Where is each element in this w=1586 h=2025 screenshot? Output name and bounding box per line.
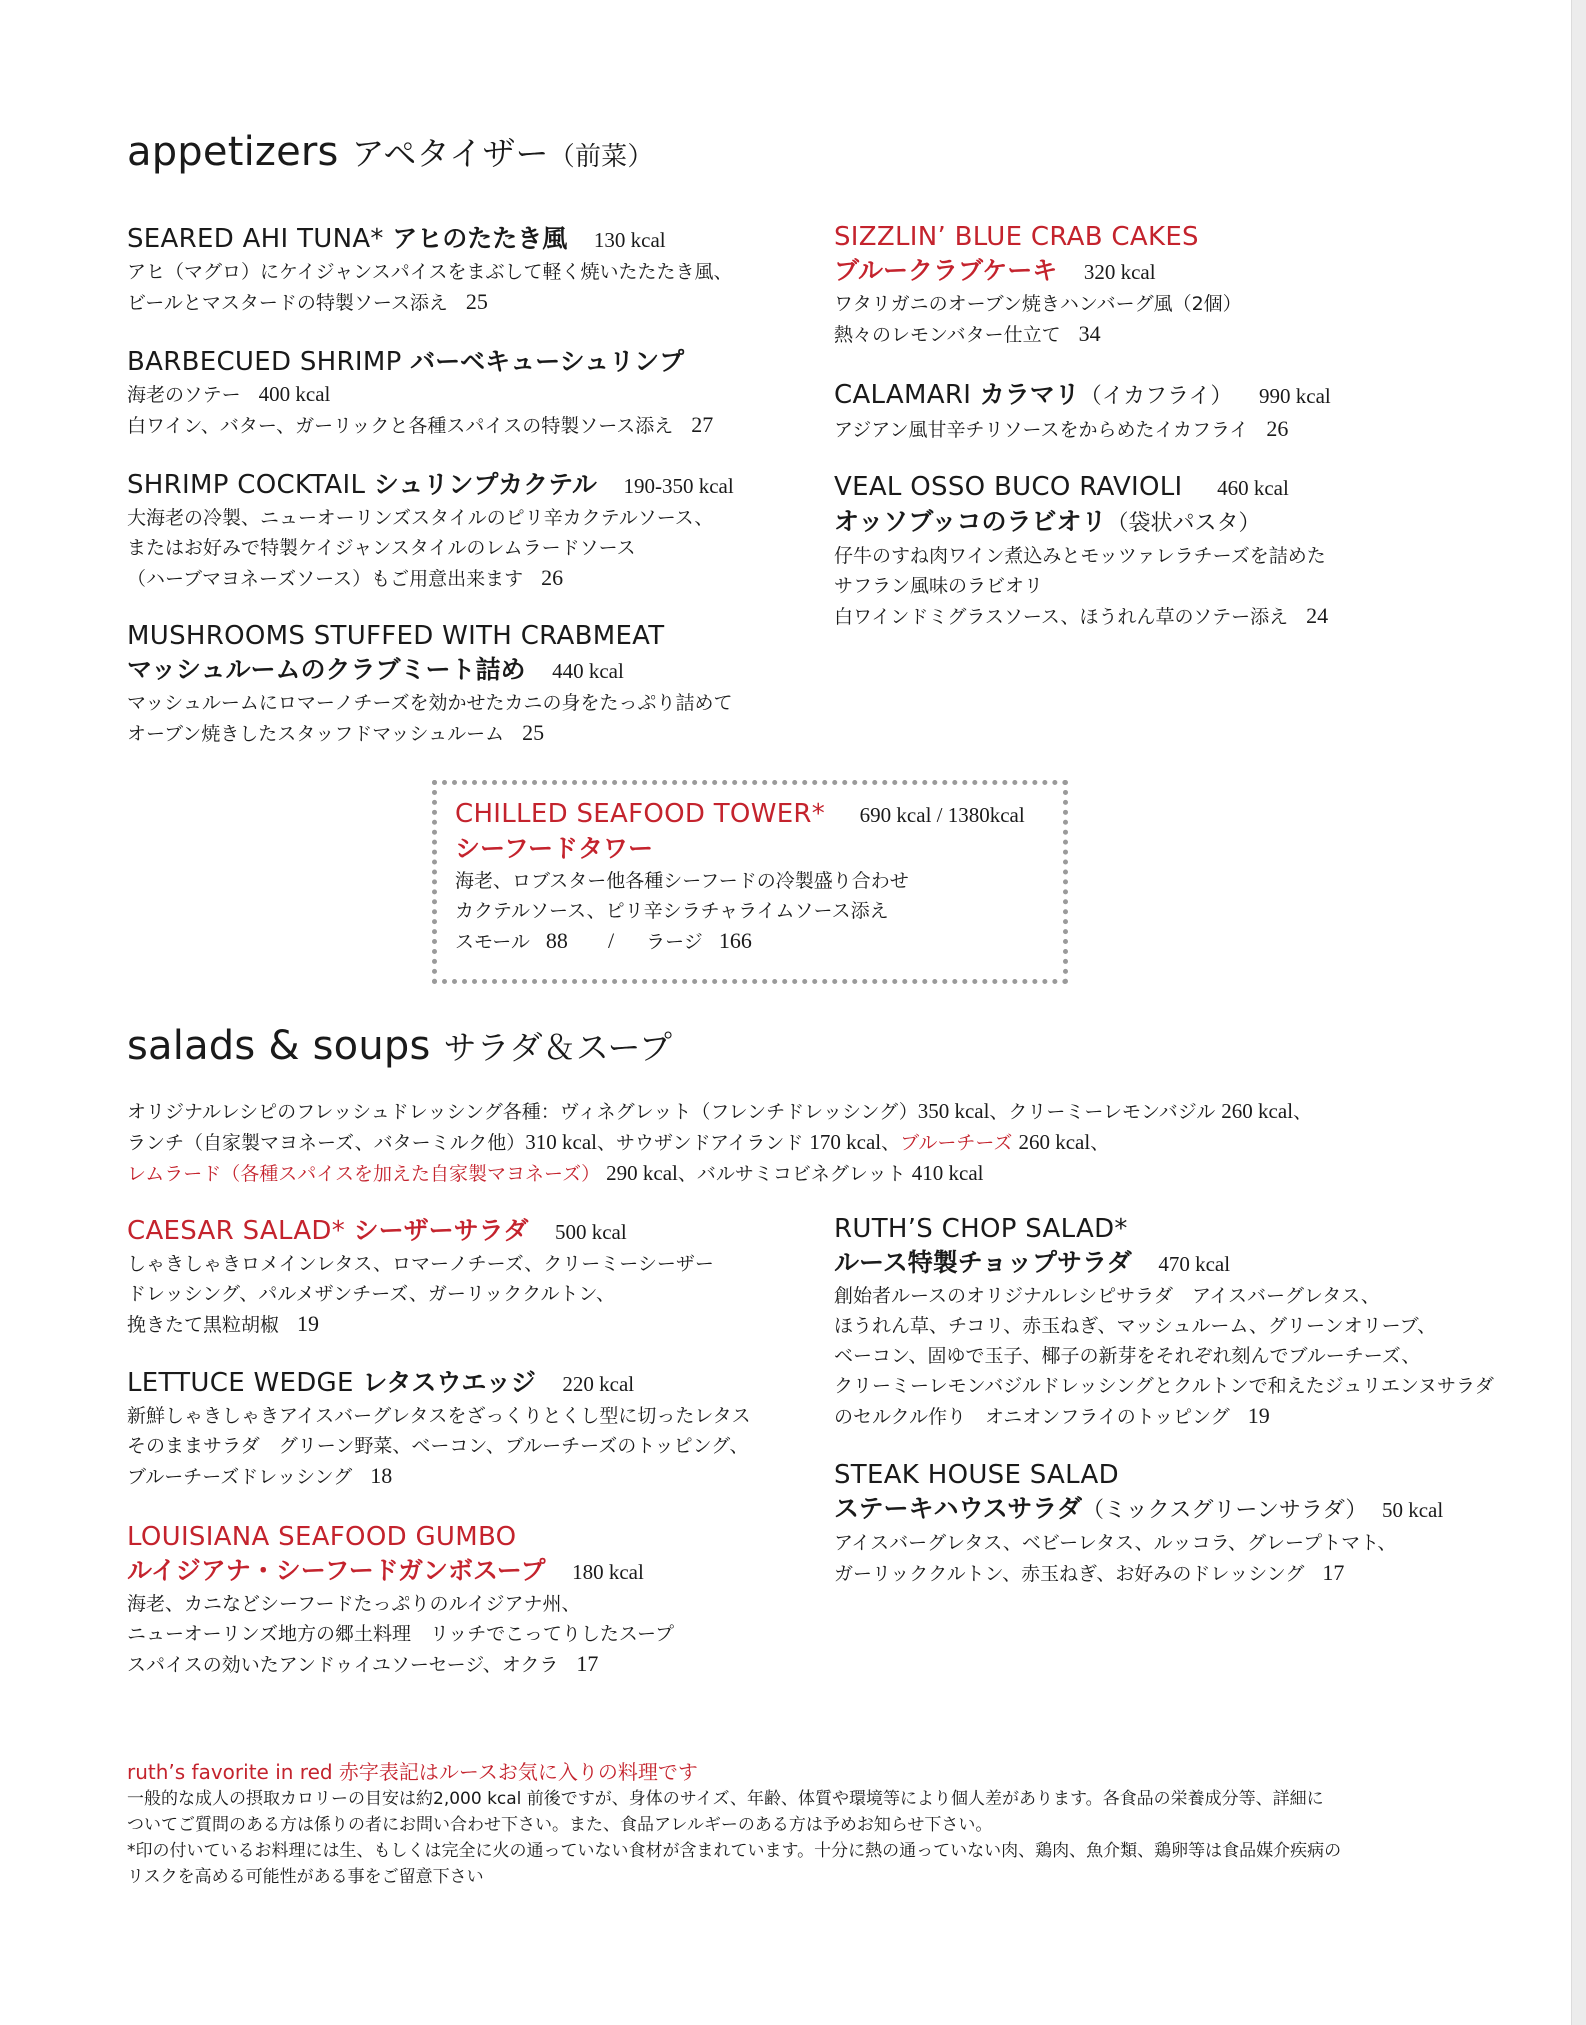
item-desc: 新鮮しゃきしゃきアイスバーグレタスをざっくりとくし型に切ったレタス [127, 1405, 751, 1427]
dressing-favorite: ブルーチーズ [900, 1132, 1013, 1154]
menu-item-seared-ahi-tuna [127, 222, 733, 318]
item-desc: クリーミーレモンバジルドレッシングとクルトンで和えたジュリエンヌサラダ [834, 1375, 1494, 1397]
appetizers-title-en: appetizers [127, 129, 339, 175]
page-edge [1571, 0, 1586, 2025]
large-price: 166 [718, 928, 752, 953]
item-desc: ほうれん草、チコリ、赤玉ねぎ、マッシュルーム、グリーンオリーブ、 [834, 1315, 1437, 1337]
dressing-kcal: 310 kcal [525, 1130, 597, 1154]
item-kcal: 690 kcal / 1380kcal [859, 803, 1025, 827]
item-name-jp: ステーキハウスサラダ [834, 1494, 1083, 1523]
item-name-jp: ブルークラブケーキ [834, 256, 1058, 285]
item-desc: ワタリガニのオーブン焼きハンバーグ風（2個） [834, 293, 1242, 315]
item-price: 18 [370, 1463, 393, 1488]
raw-food-note-cont: リスクを高める可能性がある事をご留意下さい [127, 1867, 484, 1887]
item-desc: 白ワイン、バター、ガーリックと各種スパイスの特製ソース添え [127, 415, 674, 437]
item-desc: のセルクル作り オニオンフライのトッピング [834, 1406, 1230, 1428]
item-desc: 海老、カニなどシーフードたっぷりのルイジアナ州、 [127, 1593, 581, 1615]
dressing-text: 、バルサミコビネグレット [677, 1163, 906, 1185]
dressing-text: 、 [881, 1132, 901, 1154]
item-name-jp: シーザーサラダ [353, 1216, 529, 1245]
item-desc: マッシュルームにロマーノチーズを効かせたカニの身をたっぷり詰めて [127, 692, 733, 714]
item-kcal: 500 kcal [554, 1220, 627, 1244]
appetizers-title-jp: アペタイザー [351, 134, 549, 173]
item-name: STEAK HOUSE SALAD [834, 1460, 1119, 1490]
item-kcal: 440 kcal [552, 659, 624, 683]
item-desc: 白ワインドミグラスソース、ほうれん草のソテー添え [834, 606, 1289, 628]
item-desc: オーブン焼きしたスタッフドマッシュルーム [127, 723, 505, 745]
dressing-favorite: レムラード（各種スパイスを加えた自家製マヨネーズ） [127, 1163, 601, 1185]
item-name-jp: レタスウエッジ [362, 1368, 536, 1397]
item-name-jp: ルイジアナ・シーフードガンボスープ [127, 1556, 546, 1585]
dressing-text: オリジナルレシピのフレッシュドレッシング各種：ヴィネグレット（フレンチドレッシング） [127, 1101, 918, 1123]
item-name-jp-sub: （ミックスグリーンサラダ） [1082, 1498, 1368, 1523]
dressing-text: 、サウザンドアイランド [596, 1132, 804, 1154]
item-kcal: 50 kcal [1381, 1498, 1444, 1522]
menu-item-caesar-salad [127, 1214, 714, 1340]
item-name: CHILLED SEAFOOD TOWER* [455, 799, 826, 829]
item-desc: 海老のソテー [127, 384, 241, 406]
dressing-kcal: 260 kcal [1221, 1099, 1294, 1123]
item-desc: 創始者ルースのオリジナルレシピサラダ アイスバーグレタス、 [834, 1285, 1380, 1307]
item-name-jp: シーフードタワー [455, 834, 654, 863]
item-desc: 大海老の冷製、ニューオーリンズスタイルのピリ辛カクテルソース、 [127, 507, 714, 529]
menu-item-seafood-gumbo [127, 1520, 674, 1680]
item-kcal: 130 kcal [593, 228, 666, 252]
dressing-kcal: 290 kcal [606, 1161, 678, 1185]
item-desc: （ハーブマヨネーズソース）もご用意出来ます [127, 568, 524, 590]
item-kcal: 470 kcal [1158, 1252, 1231, 1276]
item-price: 25 [465, 289, 488, 314]
item-desc: しゃきしゃきロメインレタス、ロマーノチーズ、クリーミーシーザー [127, 1253, 714, 1275]
item-name: LETTUCE WEDGE [127, 1368, 354, 1398]
item-kcal: 400 kcal [258, 382, 331, 406]
menu-item-calamari [834, 378, 1331, 445]
menu-item-mushrooms-stuffed [127, 619, 733, 749]
item-desc: ドレッシング、パルメザンチーズ、ガーリッククルトン、 [127, 1283, 616, 1305]
item-price: 34 [1078, 321, 1101, 346]
item-name-jp-sub: （イカフライ） [1079, 384, 1233, 409]
dressing-text: 、 [1090, 1132, 1110, 1154]
item-price: 27 [691, 412, 714, 437]
item-name-jp: アヒのたたき風 [392, 224, 568, 253]
dressing-kcal: 350 kcal [917, 1099, 990, 1123]
item-kcal: 220 kcal [562, 1372, 635, 1396]
item-name-jp-sub: （袋状パスタ） [1106, 511, 1261, 536]
small-label: スモール [455, 931, 530, 953]
item-desc: アイスバーグレタス、ベビーレタス、ルッコラ、グレープトマト、 [834, 1532, 1397, 1554]
seafood-tower-box [432, 780, 1068, 984]
item-name-jp: シュリンプカクテル [373, 470, 597, 499]
item-name-jp: カラマリ [979, 380, 1080, 409]
dressing-text: ランチ（自家製マヨネーズ、バターミルク他） [127, 1132, 526, 1154]
item-kcal: 320 kcal [1083, 260, 1156, 284]
item-kcal: 990 kcal [1259, 384, 1331, 408]
item-desc: スパイスの効いたアンドゥイユソーセージ、オクラ [127, 1654, 559, 1676]
allergy-note: ついてご質問のある方は係りの者にお問い合わせ下さい。また、食品アレルギーのある方は予めお知らせ下さい。 [127, 1815, 993, 1835]
dressing-kcal: 260 kcal [1018, 1130, 1091, 1154]
salads-title-jp: サラダ＆スープ [443, 1028, 673, 1067]
item-price: 25 [522, 720, 545, 745]
item-desc: カクテルソース、ピリ辛シラチャライムソース添え [455, 900, 889, 922]
item-name-jp: オッソブッコのラビオリ [834, 507, 1107, 536]
item-kcal: 180 kcal [572, 1560, 644, 1584]
item-desc: そのままサラダ グリーン野菜、ベーコン、ブルーチーズのトッピング、 [127, 1435, 749, 1457]
item-kcal: 190-350 kcal [623, 474, 734, 498]
item-desc: サフラン風味のラビオリ [834, 575, 1044, 597]
favorite-note: ruth’s favorite in red 赤字表記はルースお気に入りの料理です [127, 1760, 698, 1784]
price-separator: / [607, 928, 615, 953]
dressing-kcal: 170 kcal [809, 1130, 882, 1154]
dressing-kcal: 410 kcal [911, 1161, 984, 1185]
small-price: 88 [545, 928, 568, 953]
item-desc: 熱々のレモンバター仕立て [834, 324, 1061, 346]
item-price: 19 [297, 1311, 320, 1336]
item-name: CALAMARI [834, 380, 972, 410]
salads-title-en: salads & soups [127, 1023, 431, 1069]
item-name: BARBECUED SHRIMP [127, 347, 402, 377]
item-name: LOUISIANA SEAFOOD GUMBO [127, 1522, 517, 1552]
item-name: SEARED AHI TUNA* [127, 224, 384, 254]
item-name: MUSHROOMS STUFFED WITH CRABMEAT [127, 621, 665, 651]
item-desc: ブルーチーズドレッシング [127, 1466, 353, 1488]
large-label: ラージ [646, 931, 703, 953]
item-name: RUTH’S CHOP SALAD* [834, 1214, 1128, 1244]
menu-item-chop-salad [834, 1212, 1494, 1432]
appetizers-title [127, 128, 654, 175]
item-desc: またはお好みで特製ケイジャンスタイルのレムラードソース [127, 537, 636, 559]
raw-food-note: *印の付いているお料理には生、もしくは完全に火の通っていない食材が含まれています。十分に熱の通っていない肉、鶏肉、魚介類、鶏卵等は食品媒介疾病の [127, 1841, 1342, 1861]
item-desc: 挽きたて黒粒胡椒 [127, 1314, 280, 1336]
item-price: 26 [1266, 416, 1289, 441]
tower-prices [455, 926, 1025, 957]
menu-item-lettuce-wedge [127, 1366, 751, 1492]
calorie-note: 一般的な成人の摂取カロリーの目安は約2,000 kcal 前後ですが、身体のサイズ、年齢、体質や環境等により個人差があります。各食品の栄養成分等、詳細に [127, 1789, 1324, 1809]
item-desc: アヒ（マグロ）にケイジャンスパイスをまぶして軽く焼いたたたき風、 [127, 261, 733, 283]
item-desc: ベーコン、固ゆで玉子、椰子の新芽をそれぞれ刻んでブルーチーズ、 [834, 1345, 1421, 1367]
item-price: 24 [1306, 603, 1329, 628]
item-name: SIZZLIN’ BLUE CRAB CAKES [834, 222, 1199, 252]
item-name: VEAL OSSO BUCO RAVIOLI [834, 472, 1183, 502]
menu-item-shrimp-cocktail [127, 468, 734, 594]
item-desc: 海老、ロブスター他各種シーフードの冷製盛り合わせ [455, 870, 909, 892]
dressing-list [127, 1096, 1312, 1189]
menu-item-barbecued-shrimp [127, 345, 713, 441]
dressing-text: 、クリーミーレモンバジル [989, 1101, 1216, 1123]
item-desc: ビールとマスタードの特製ソース添え [127, 292, 448, 314]
menu-item-blue-crab-cakes [834, 220, 1242, 350]
footer-notes [127, 1758, 1341, 1890]
item-name-jp: バーベキューシュリンプ [410, 347, 685, 376]
menu-item-osso-buco-ravioli [834, 470, 1328, 632]
item-price: 17 [1322, 1560, 1345, 1585]
menu-item-steak-house-salad [834, 1458, 1443, 1589]
item-name: CAESAR SALAD* [127, 1216, 346, 1246]
salads-title [127, 1022, 672, 1069]
item-price: 26 [541, 565, 564, 590]
menu-item-seafood-tower [455, 797, 1025, 957]
dressing-text: 、 [1293, 1101, 1313, 1123]
item-name: SHRIMP COCKTAIL [127, 470, 366, 500]
item-price: 17 [576, 1651, 599, 1676]
item-desc: ニューオーリンズ地方の郷土料理 リッチでこってりしたスープ [127, 1623, 675, 1645]
item-kcal: 460 kcal [1217, 476, 1289, 500]
item-name-jp: ルース特製チョップサラダ [834, 1248, 1132, 1277]
appetizers-title-sub: （前菜） [548, 142, 654, 172]
item-desc: 仔牛のすね肉ワイン煮込みとモッツァレラチーズを詰めた [834, 545, 1326, 567]
item-desc: ガーリッククルトン、赤玉ねぎ、お好みのドレッシング [834, 1563, 1305, 1585]
item-name-jp: マッシュルームのクラブミート詰め [127, 655, 526, 684]
item-price: 19 [1247, 1403, 1270, 1428]
item-desc: アジアン風甘辛チリソースをからめたイカフライ [834, 419, 1249, 441]
